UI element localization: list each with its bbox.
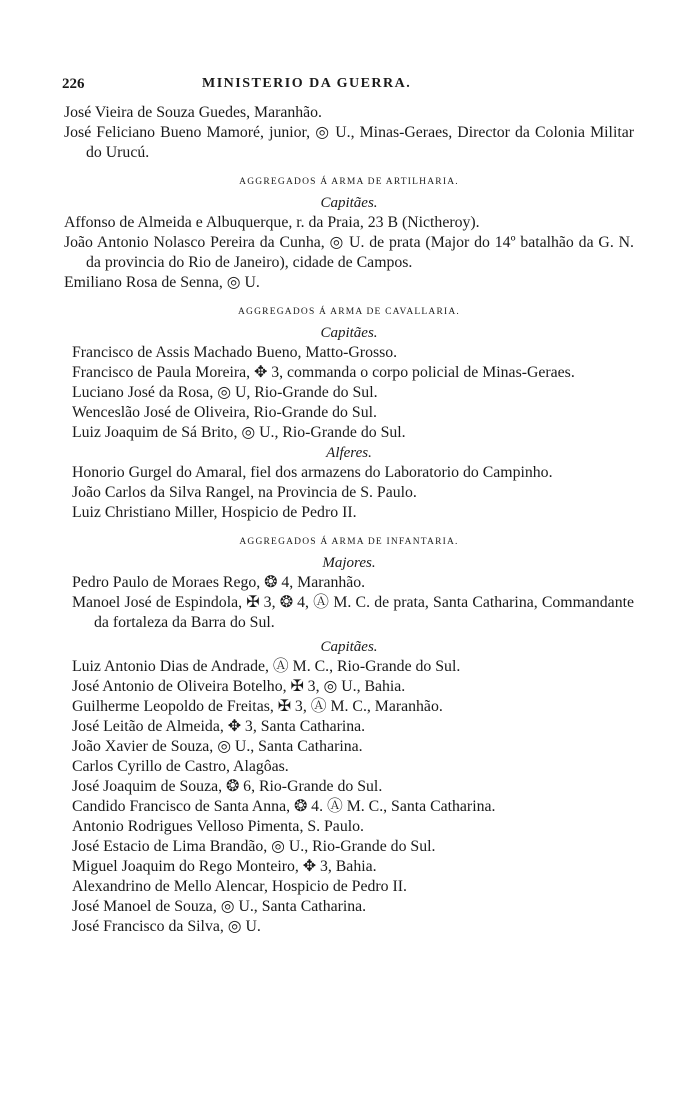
list-item: Luiz Antonio Dias de Andrade, Ⓐ M. C., Rio-Grande do Sul. [72,658,461,675]
rank-heading: Majores. [322,555,376,571]
list-item: Carlos Cyrillo de Castro, Alagôas. [72,758,289,775]
list-item: Wenceslão José de Oliveira, Rio-Grande do Sul. [72,404,377,421]
list-item: Affonso de Almeida e Albuquerque, r. da Praia, 23 B (Nictheroy). [64,214,480,231]
list-item: José Francisco da Silva, ◎ U. [72,918,261,935]
rank-heading: Capitães. [320,639,378,655]
rank-heading: Capitães. [320,325,378,341]
list-item: José Leitão de Almeida, ✥ 3, Santa Catharina. [72,718,366,735]
list-item: Guilherme Leopoldo de Freitas, ✠ 3, Ⓐ M. C., Maranhão. [72,698,443,715]
list-item: Miguel Joaquim do Rego Monteiro, ✥ 3, Bahia. [72,858,377,875]
list-item: José Estacio de Lima Brandão, ◎ U., Rio-Grande do Sul. [72,838,436,855]
list-item: João Antonio Nolasco Pereira da Cunha, ◎ U. de prata (Major do 14º batalhão da G. N. da provincia do Rio de Janeiro), cidade de Campos. [64,234,634,271]
rank-heading: Capitães. [320,195,378,211]
list-item: José Joaquim de Souza, ❂ 6, Rio-Grande do Sul. [72,778,383,795]
page-content [64,103,634,937]
section-heading-infantaria: AGGREGADOS Á ARMA DE INFANTARIA. [239,537,459,547]
list-item: Alexandrino de Mello Alencar, Hospicio de Pedro II. [72,878,407,895]
list-item: Manoel José de Espindola, ✠ 3, ❂ 4, Ⓐ M. C. de prata, Santa Catharina, Commandante da fortaleza da Barra do Sul. [72,594,634,631]
rank-heading: Alferes. [326,445,372,461]
page-number: 226 [62,76,85,92]
list-item: Pedro Paulo de Moraes Rego, ❂ 4, Maranhão. [72,574,366,591]
page-header [62,76,622,98]
list-item: José Antonio de Oliveira Botelho, ✠ 3, ◎ U., Bahia. [72,678,406,695]
list-item: João Xavier de Souza, ◎ U., Santa Catharina. [72,738,363,755]
list-item: Emiliano Rosa de Senna, ◎ U. [64,274,260,291]
running-title: MINISTERIO DA GUERRA. [202,76,412,91]
list-item: João Carlos da Silva Rangel, na Provincia de S. Paulo. [72,484,417,501]
list-item: Francisco de Paula Moreira, ✥ 3, commanda o corpo policial de Minas-Geraes. [72,364,575,381]
list-item: Honorio Gurgel do Amaral, fiel dos armazens do Laboratorio do Campinho. [72,464,553,481]
list-item: José Vieira de Souza Guedes, Maranhão. [64,104,323,121]
list-item: Luiz Christiano Miller, Hospicio de Pedro II. [72,504,357,521]
section-heading-artilharia: AGGREGADOS Á ARMA DE ARTILHARIA. [239,177,459,187]
list-item: Francisco de Assis Machado Bueno, Matto-Grosso. [72,344,398,361]
list-item: Luciano José da Rosa, ◎ U, Rio-Grande do Sul. [72,384,378,401]
list-item: José Manoel de Souza, ◎ U., Santa Catharina. [72,898,367,915]
section-heading-cavallaria: AGGREGADOS Á ARMA DE CAVALLARIA. [238,307,460,317]
list-item: Antonio Rodrigues Velloso Pimenta, S. Paulo. [72,818,364,835]
list-item: Candido Francisco de Santa Anna, ❂ 4. Ⓐ M. C., Santa Catharina. [72,798,496,815]
list-item: José Feliciano Bueno Mamoré, junior, ◎ U., Minas-Geraes, Director da Colonia Militar do Urucú. [64,124,634,161]
list-item: Luiz Joaquim de Sá Brito, ◎ U., Rio-Grande do Sul. [72,424,406,441]
